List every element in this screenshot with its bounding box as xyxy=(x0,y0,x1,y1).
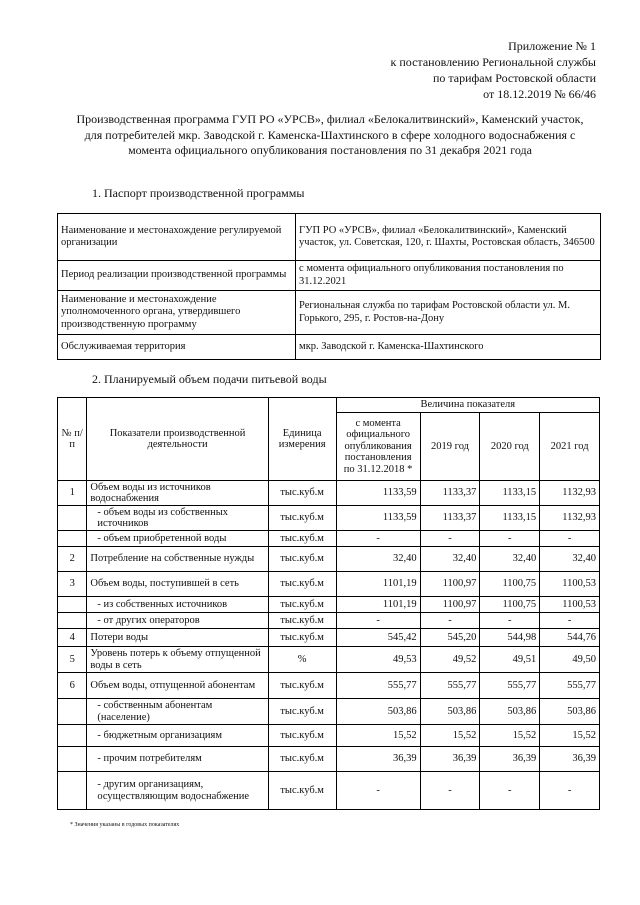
document-title: Производственная программа ГУП РО «УРСВ», филиал «Белокалитвинский», Каменский участок, для потребителей мкр. Заводской г. Каменска-Шахтинского в сфере холодного водоснабжения с момента официального опубликования постановления по 31 декабря 2021 года xyxy=(76,112,584,157)
row-value: 36,39 xyxy=(420,747,480,772)
row-num: 3 xyxy=(58,572,87,597)
row-num xyxy=(58,531,87,547)
row-value: 1100,97 xyxy=(420,572,480,597)
appendix-line-1: Приложение № 1 xyxy=(508,39,596,53)
passport-row xyxy=(58,214,601,261)
row-value: 555,77 xyxy=(480,673,540,699)
row-name: - от других операторов xyxy=(87,613,268,629)
row-name: - собственным абонентам (население) xyxy=(87,699,268,725)
row-value: 36,39 xyxy=(336,747,420,772)
row-num xyxy=(58,699,87,725)
row-unit: тыс.куб.м xyxy=(268,572,336,597)
footnote: * Значения указаны в годовых показателях xyxy=(70,822,180,828)
header-row xyxy=(58,398,600,413)
row-value: - xyxy=(420,772,480,810)
row-name: Объем воды, поступившей в сеть xyxy=(87,572,268,597)
row-value: 555,77 xyxy=(420,673,480,699)
row-unit: тыс.куб.м xyxy=(268,613,336,629)
appendix-line-3: по тарифам Ростовской области xyxy=(432,71,596,85)
row-name: Объем воды из источников водоснабжения xyxy=(87,481,268,506)
passport-value: с момента официального опубликования постановления по 31.12.2021 xyxy=(296,261,601,291)
row-value: 503,86 xyxy=(540,699,600,725)
passport-label: Наименование и местонахождение уполномоченного органа, утвердившего производственную программу xyxy=(58,291,296,335)
row-value: 32,40 xyxy=(540,547,600,572)
passport-value: мкр. Заводской г. Каменска-Шахтинского xyxy=(296,335,601,360)
header-indicator: Показатели производственной деятельности xyxy=(87,398,268,481)
row-value: 544,76 xyxy=(540,629,600,647)
row-value: 1133,37 xyxy=(420,481,480,506)
row-value: 36,39 xyxy=(480,747,540,772)
section-2-heading: 2. Планируемый объем подачи питьевой воды xyxy=(92,372,327,386)
row-name: Потребление на собственные нужды xyxy=(87,547,268,572)
passport-table xyxy=(57,213,601,360)
row-value: 1100,53 xyxy=(540,597,600,613)
passport-value: ГУП РО «УРСВ», филиал «Белокалитвинский», Каменский участок, ул. Советская, 120, г. Шахты, Ростовская область, 346500 xyxy=(296,214,601,261)
row-value: 1133,59 xyxy=(336,481,420,506)
passport-label: Наименование и местонахождение регулируемой организации xyxy=(58,214,296,261)
row-value: 32,40 xyxy=(420,547,480,572)
row-value: 49,50 xyxy=(540,647,600,673)
row-value: 32,40 xyxy=(336,547,420,572)
row-value: 1133,15 xyxy=(480,506,540,531)
row-value: 503,86 xyxy=(420,699,480,725)
row-value: - xyxy=(336,531,420,547)
row-value: 1100,97 xyxy=(420,597,480,613)
row-value: 555,77 xyxy=(336,673,420,699)
row-value: 15,52 xyxy=(540,725,600,747)
row-value: 1100,53 xyxy=(540,572,600,597)
row-value: 503,86 xyxy=(480,699,540,725)
table-row xyxy=(58,725,600,747)
row-num xyxy=(58,597,87,613)
row-name: Объем воды, отпущенной абонентам xyxy=(87,673,268,699)
row-value: 15,52 xyxy=(420,725,480,747)
row-value: - xyxy=(540,772,600,810)
row-value: 1132,93 xyxy=(540,506,600,531)
passport-value: Региональная служба по тарифам Ростовской области ул. М. Горького, 295, г. Ростов-на-Дону xyxy=(296,291,601,335)
row-value: 49,51 xyxy=(480,647,540,673)
table-row xyxy=(58,547,600,572)
volume-table xyxy=(57,397,600,810)
row-name: - прочим потребителям xyxy=(87,747,268,772)
table-row xyxy=(58,572,600,597)
row-value: 1133,15 xyxy=(480,481,540,506)
table-row xyxy=(58,597,600,613)
table-row xyxy=(58,699,600,725)
section-1-heading: 1. Паспорт производственной программы xyxy=(92,186,305,200)
row-unit: % xyxy=(268,647,336,673)
row-num: 2 xyxy=(58,547,87,572)
row-value: 36,39 xyxy=(540,747,600,772)
row-num: 5 xyxy=(58,647,87,673)
row-unit: тыс.куб.м xyxy=(268,531,336,547)
row-value: 1101,19 xyxy=(336,572,420,597)
table-row xyxy=(58,506,600,531)
row-unit: тыс.куб.м xyxy=(268,506,336,531)
row-name: - объем приобретенной воды xyxy=(87,531,268,547)
table-row xyxy=(58,481,600,506)
appendix-block xyxy=(391,38,596,102)
table-row xyxy=(58,629,600,647)
row-value: 1133,37 xyxy=(420,506,480,531)
row-num: 6 xyxy=(58,673,87,699)
appendix-line-4: от 18.12.2019 № 66/46 xyxy=(483,87,596,101)
header-from-pub: с момента официального опубликования постановления по 31.12.2018 * xyxy=(336,413,420,481)
row-value: 15,52 xyxy=(336,725,420,747)
row-value: - xyxy=(336,613,420,629)
row-value: - xyxy=(420,613,480,629)
row-unit: тыс.куб.м xyxy=(268,725,336,747)
table-row xyxy=(58,747,600,772)
table-row xyxy=(58,613,600,629)
row-num xyxy=(58,613,87,629)
row-value: 49,52 xyxy=(420,647,480,673)
row-value: 49,53 xyxy=(336,647,420,673)
row-unit: тыс.куб.м xyxy=(268,747,336,772)
passport-label: Период реализации производственной программы xyxy=(58,261,296,291)
row-num: 1 xyxy=(58,481,87,506)
table-row xyxy=(58,647,600,673)
row-num xyxy=(58,725,87,747)
row-value: 1132,93 xyxy=(540,481,600,506)
header-2020: 2020 год xyxy=(480,413,540,481)
row-unit: тыс.куб.м xyxy=(268,547,336,572)
row-unit: тыс.куб.м xyxy=(268,597,336,613)
header-group: Величина показателя xyxy=(336,398,599,413)
table-row xyxy=(58,531,600,547)
row-unit: тыс.куб.м xyxy=(268,772,336,810)
row-value: 1133,59 xyxy=(336,506,420,531)
row-value: - xyxy=(480,772,540,810)
row-value: - xyxy=(480,613,540,629)
row-num: 4 xyxy=(58,629,87,647)
header-2019: 2019 год xyxy=(420,413,480,481)
header-2021: 2021 год xyxy=(540,413,600,481)
passport-row xyxy=(58,291,601,335)
row-unit: тыс.куб.м xyxy=(268,629,336,647)
appendix-line-2: к постановлению Региональной службы xyxy=(390,55,596,69)
row-value: - xyxy=(540,613,600,629)
header-unit: Единица измерения xyxy=(268,398,336,481)
row-value: - xyxy=(336,772,420,810)
row-value: 15,52 xyxy=(480,725,540,747)
row-value: 545,42 xyxy=(336,629,420,647)
row-num xyxy=(58,772,87,810)
row-unit: тыс.куб.м xyxy=(268,481,336,506)
passport-label: Обслуживаемая территория xyxy=(58,335,296,360)
row-value: 32,40 xyxy=(480,547,540,572)
row-value: 1100,75 xyxy=(480,572,540,597)
row-name: - другим организациям, осуществляющим водоснабжение xyxy=(87,772,268,810)
row-name: Уровень потерь к объему отпущенной воды в сеть xyxy=(87,647,268,673)
row-value: 545,20 xyxy=(420,629,480,647)
row-value: - xyxy=(540,531,600,547)
passport-row xyxy=(58,335,601,360)
row-value: - xyxy=(480,531,540,547)
row-unit: тыс.куб.м xyxy=(268,699,336,725)
header-num: № п/п xyxy=(58,398,87,481)
row-value: 503,86 xyxy=(336,699,420,725)
row-name: - бюджетным организациям xyxy=(87,725,268,747)
row-value: 544,98 xyxy=(480,629,540,647)
row-name: - из собственных источников xyxy=(87,597,268,613)
row-value: 1101,19 xyxy=(336,597,420,613)
row-name: Потери воды xyxy=(87,629,268,647)
row-value: - xyxy=(420,531,480,547)
table-row xyxy=(58,673,600,699)
row-value: 1100,75 xyxy=(480,597,540,613)
passport-row xyxy=(58,261,601,291)
row-num xyxy=(58,747,87,772)
row-num xyxy=(58,506,87,531)
row-value: 555,77 xyxy=(540,673,600,699)
row-unit: тыс.куб.м xyxy=(268,673,336,699)
table-row xyxy=(58,772,600,810)
row-name: - объем воды из собственных источников xyxy=(87,506,268,531)
